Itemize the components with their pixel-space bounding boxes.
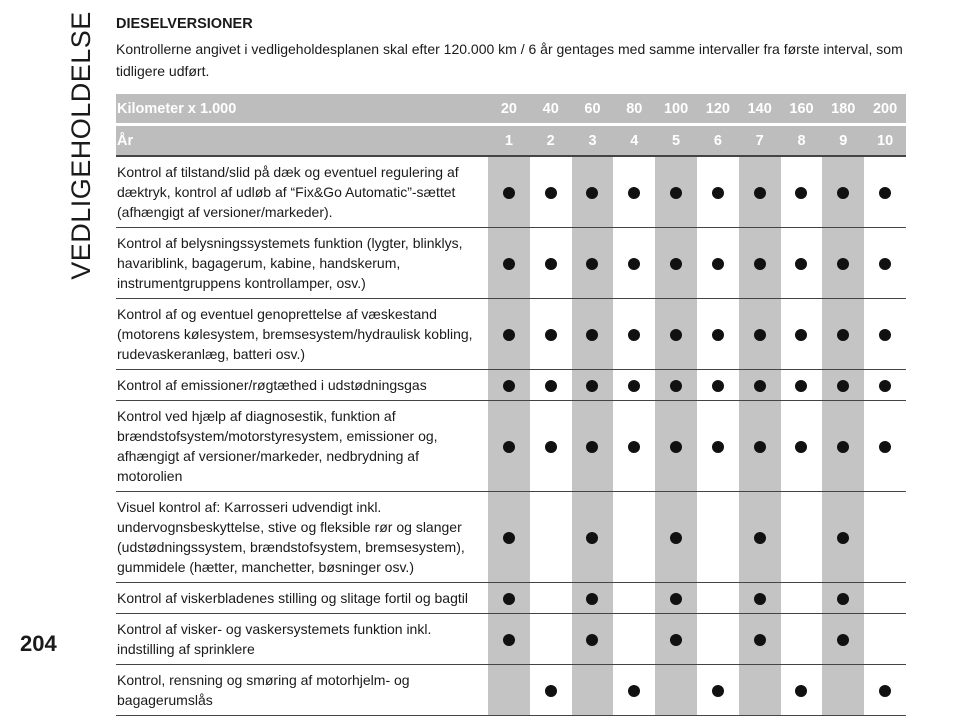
interval-cell [781, 156, 823, 228]
check-dot-icon [795, 380, 807, 392]
check-dot-icon [545, 685, 557, 697]
check-description: Visuel kontrol af: Karrosseri udvendigt inkl. undervognsbeskyttelse, stive og fleksible rør og slanger (udstødningssystem, brændstofsystem, bremsesystem), gummidele (hætter, manchetter, bøsninger osv.) [116, 492, 488, 583]
check-dot-icon [545, 380, 557, 392]
interval-cell [822, 614, 864, 665]
interval-cell [613, 665, 655, 716]
check-dot-icon [712, 187, 724, 199]
interval-cell [530, 492, 572, 583]
check-dot-icon [503, 532, 515, 544]
kilometer-header-cell: 40 [530, 94, 572, 125]
check-dot-icon [879, 187, 891, 199]
check-dot-icon [754, 441, 766, 453]
interval-cell [572, 156, 614, 228]
check-dot-icon [545, 258, 557, 270]
check-dot-icon [670, 329, 682, 341]
check-dot-icon [712, 380, 724, 392]
check-dot-icon [545, 329, 557, 341]
kilometer-header-cell: 160 [781, 94, 823, 125]
kilometer-header-label: Kilometer x 1.000 [116, 94, 488, 125]
check-dot-icon [503, 187, 515, 199]
kilometer-header-row [116, 94, 906, 125]
check-dot-icon [545, 187, 557, 199]
interval-cell [655, 228, 697, 299]
interval-cell [572, 665, 614, 716]
check-dot-icon [503, 258, 515, 270]
interval-cell [655, 583, 697, 614]
intro-paragraph: Kontrollerne angivet i vedligeholdesplanen skal efter 120.000 km / 6 år gentages med samme intervaller fra første interval, som tidligere udført. [116, 41, 903, 79]
side-section-title [58, 10, 104, 280]
interval-cell [822, 583, 864, 614]
check-description: Kontrol, rensning og smøring af motorhjelm- og bagagerumslås [116, 665, 488, 716]
check-dot-icon [879, 329, 891, 341]
check-dot-icon [670, 532, 682, 544]
interval-cell [822, 228, 864, 299]
kilometer-header-cell: 140 [739, 94, 781, 125]
interval-cell [739, 492, 781, 583]
year-header-cell: 5 [655, 125, 697, 157]
kilometer-header-cell: 20 [488, 94, 530, 125]
check-dot-icon [754, 532, 766, 544]
page-number: 204 [20, 631, 57, 656]
interval-cell [822, 299, 864, 370]
interval-cell [864, 614, 906, 665]
interval-cell [697, 156, 739, 228]
check-dot-icon [795, 441, 807, 453]
interval-cell [613, 401, 655, 492]
interval-cell [739, 156, 781, 228]
interval-cell [655, 492, 697, 583]
interval-cell [739, 401, 781, 492]
year-header-cell: 1 [488, 125, 530, 157]
year-header-label: År [116, 125, 488, 157]
interval-cell [781, 228, 823, 299]
kilometer-header-cell: 120 [697, 94, 739, 125]
interval-cell [488, 401, 530, 492]
interval-cell [864, 665, 906, 716]
check-dot-icon [712, 329, 724, 341]
kilometer-header-cell: 180 [822, 94, 864, 125]
year-header-cell: 9 [822, 125, 864, 157]
interval-cell [697, 370, 739, 401]
interval-cell [613, 583, 655, 614]
check-dot-icon [712, 441, 724, 453]
check-dot-icon [586, 532, 598, 544]
interval-cell [822, 156, 864, 228]
check-dot-icon [879, 441, 891, 453]
check-dot-icon [670, 187, 682, 199]
check-dot-icon [586, 593, 598, 605]
check-dot-icon [628, 187, 640, 199]
interval-cell [697, 665, 739, 716]
interval-cell [781, 299, 823, 370]
interval-cell [488, 492, 530, 583]
check-dot-icon [837, 593, 849, 605]
check-dot-icon [670, 593, 682, 605]
check-dot-icon [754, 634, 766, 646]
interval-cell [655, 370, 697, 401]
year-header-cell: 8 [781, 125, 823, 157]
check-dot-icon [586, 258, 598, 270]
interval-cell [864, 492, 906, 583]
interval-cell [655, 299, 697, 370]
check-dot-icon [628, 380, 640, 392]
check-dot-icon [837, 187, 849, 199]
check-dot-icon [795, 187, 807, 199]
table-row [116, 665, 906, 716]
table-row [116, 583, 906, 614]
interval-cell [572, 492, 614, 583]
table-row [116, 492, 906, 583]
maintenance-schedule-table [116, 94, 906, 716]
interval-cell [781, 370, 823, 401]
table-row [116, 156, 906, 228]
interval-cell [739, 370, 781, 401]
interval-cell [488, 228, 530, 299]
interval-cell [697, 492, 739, 583]
check-dot-icon [503, 634, 515, 646]
check-dot-icon [586, 329, 598, 341]
kilometer-header-cell: 80 [613, 94, 655, 125]
check-dot-icon [879, 685, 891, 697]
table-row [116, 370, 906, 401]
interval-cell [864, 156, 906, 228]
check-dot-icon [754, 329, 766, 341]
interval-cell [488, 583, 530, 614]
check-description: Kontrol af og eventuel genoprettelse af væskestand (motorens kølesystem, bremsesystem/hydraulisk kobling, rudevaskeranlæg, batteri osv.) [116, 299, 488, 370]
check-dot-icon [586, 634, 598, 646]
year-header-row [116, 125, 906, 157]
interval-cell [530, 614, 572, 665]
check-dot-icon [628, 441, 640, 453]
check-description: Kontrol ved hjælp af diagnosestik, funktion af brændstofsystem/motorstyresystem, emissioner og, afhængigt af versioner/markeder, nedbrydning af motorolien [116, 401, 488, 492]
check-dot-icon [837, 380, 849, 392]
interval-cell [864, 299, 906, 370]
year-header-cell: 4 [613, 125, 655, 157]
schedule-rows [116, 156, 906, 716]
check-dot-icon [670, 634, 682, 646]
interval-cell [488, 156, 530, 228]
interval-cell [572, 583, 614, 614]
interval-cell [572, 401, 614, 492]
check-dot-icon [837, 441, 849, 453]
check-dot-icon [795, 685, 807, 697]
interval-cell [739, 228, 781, 299]
interval-cell [572, 299, 614, 370]
interval-cell [488, 299, 530, 370]
check-dot-icon [628, 685, 640, 697]
interval-cell [572, 370, 614, 401]
table-row [116, 299, 906, 370]
interval-cell [488, 614, 530, 665]
check-dot-icon [586, 187, 598, 199]
interval-cell [655, 401, 697, 492]
check-dot-icon [586, 441, 598, 453]
interval-cell [572, 614, 614, 665]
check-description: Kontrol af viskerbladenes stilling og slitage fortil og bagtil [116, 583, 488, 614]
year-header-cell: 7 [739, 125, 781, 157]
interval-cell [739, 665, 781, 716]
interval-cell [781, 583, 823, 614]
interval-cell [613, 370, 655, 401]
interval-cell [697, 583, 739, 614]
check-dot-icon [754, 380, 766, 392]
year-header-cell: 3 [572, 125, 614, 157]
check-dot-icon [837, 329, 849, 341]
interval-cell [739, 299, 781, 370]
kilometer-header-cell: 60 [572, 94, 614, 125]
check-description: Kontrol af belysningssystemets funktion (lygter, blinklys, havariblink, bagagerum, kabine, handskerum, instrumentgruppens kontrollamper, osv.) [116, 228, 488, 299]
main-content [116, 16, 906, 716]
check-description: Kontrol af emissioner/røgtæthed i udstødningsgas [116, 370, 488, 401]
interval-cell [655, 614, 697, 665]
interval-cell [864, 370, 906, 401]
table-row [116, 614, 906, 665]
check-dot-icon [503, 441, 515, 453]
interval-cell [613, 492, 655, 583]
interval-cell [613, 228, 655, 299]
interval-cell [530, 299, 572, 370]
check-dot-icon [628, 258, 640, 270]
year-header-cell: 10 [864, 125, 906, 157]
interval-cell [864, 401, 906, 492]
interval-cell [697, 401, 739, 492]
interval-cell [822, 492, 864, 583]
table-row [116, 228, 906, 299]
check-dot-icon [795, 258, 807, 270]
kilometer-header-cell: 100 [655, 94, 697, 125]
interval-cell [864, 583, 906, 614]
interval-cell [822, 401, 864, 492]
interval-cell [781, 614, 823, 665]
kilometer-header-cell: 200 [864, 94, 906, 125]
interval-cell [655, 665, 697, 716]
check-dot-icon [670, 380, 682, 392]
check-dot-icon [754, 593, 766, 605]
interval-cell [739, 583, 781, 614]
check-dot-icon [837, 634, 849, 646]
check-dot-icon [754, 187, 766, 199]
interval-cell [697, 614, 739, 665]
check-dot-icon [503, 329, 515, 341]
interval-cell [864, 228, 906, 299]
table-row [116, 401, 906, 492]
check-description: Kontrol af tilstand/slid på dæk og eventuel regulering af dæktryk, kontrol af udløb af “Fix&Go Automatic”-sættet (afhængigt af versioner/markeder). [116, 156, 488, 228]
year-header-cell: 2 [530, 125, 572, 157]
interval-cell [822, 665, 864, 716]
interval-cell [530, 401, 572, 492]
interval-cell [530, 665, 572, 716]
interval-cell [530, 583, 572, 614]
interval-cell [488, 665, 530, 716]
interval-cell [572, 228, 614, 299]
interval-cell [781, 492, 823, 583]
check-dot-icon [670, 258, 682, 270]
check-dot-icon [879, 380, 891, 392]
check-dot-icon [795, 329, 807, 341]
side-title-text: VEDLIGEHOLDELSE [65, 10, 96, 280]
interval-cell [822, 370, 864, 401]
interval-cell [613, 299, 655, 370]
check-dot-icon [545, 441, 557, 453]
check-dot-icon [586, 380, 598, 392]
interval-cell [530, 370, 572, 401]
interval-cell [530, 156, 572, 228]
interval-cell [530, 228, 572, 299]
check-dot-icon [628, 329, 640, 341]
interval-cell [697, 228, 739, 299]
interval-cell [488, 370, 530, 401]
interval-cell [781, 401, 823, 492]
check-dot-icon [503, 593, 515, 605]
interval-cell [739, 614, 781, 665]
section-heading: DIESELVERSIONER [116, 16, 253, 32]
check-dot-icon [837, 258, 849, 270]
check-dot-icon [712, 685, 724, 697]
year-header-cell: 6 [697, 125, 739, 157]
interval-cell [655, 156, 697, 228]
interval-cell [781, 665, 823, 716]
check-description: Kontrol af visker- og vaskersystemets funktion inkl. indstilling af sprinklere [116, 614, 488, 665]
check-dot-icon [503, 380, 515, 392]
interval-cell [613, 614, 655, 665]
interval-cell [613, 156, 655, 228]
check-dot-icon [837, 532, 849, 544]
check-dot-icon [712, 258, 724, 270]
interval-cell [697, 299, 739, 370]
check-dot-icon [754, 258, 766, 270]
check-dot-icon [670, 441, 682, 453]
check-dot-icon [879, 258, 891, 270]
